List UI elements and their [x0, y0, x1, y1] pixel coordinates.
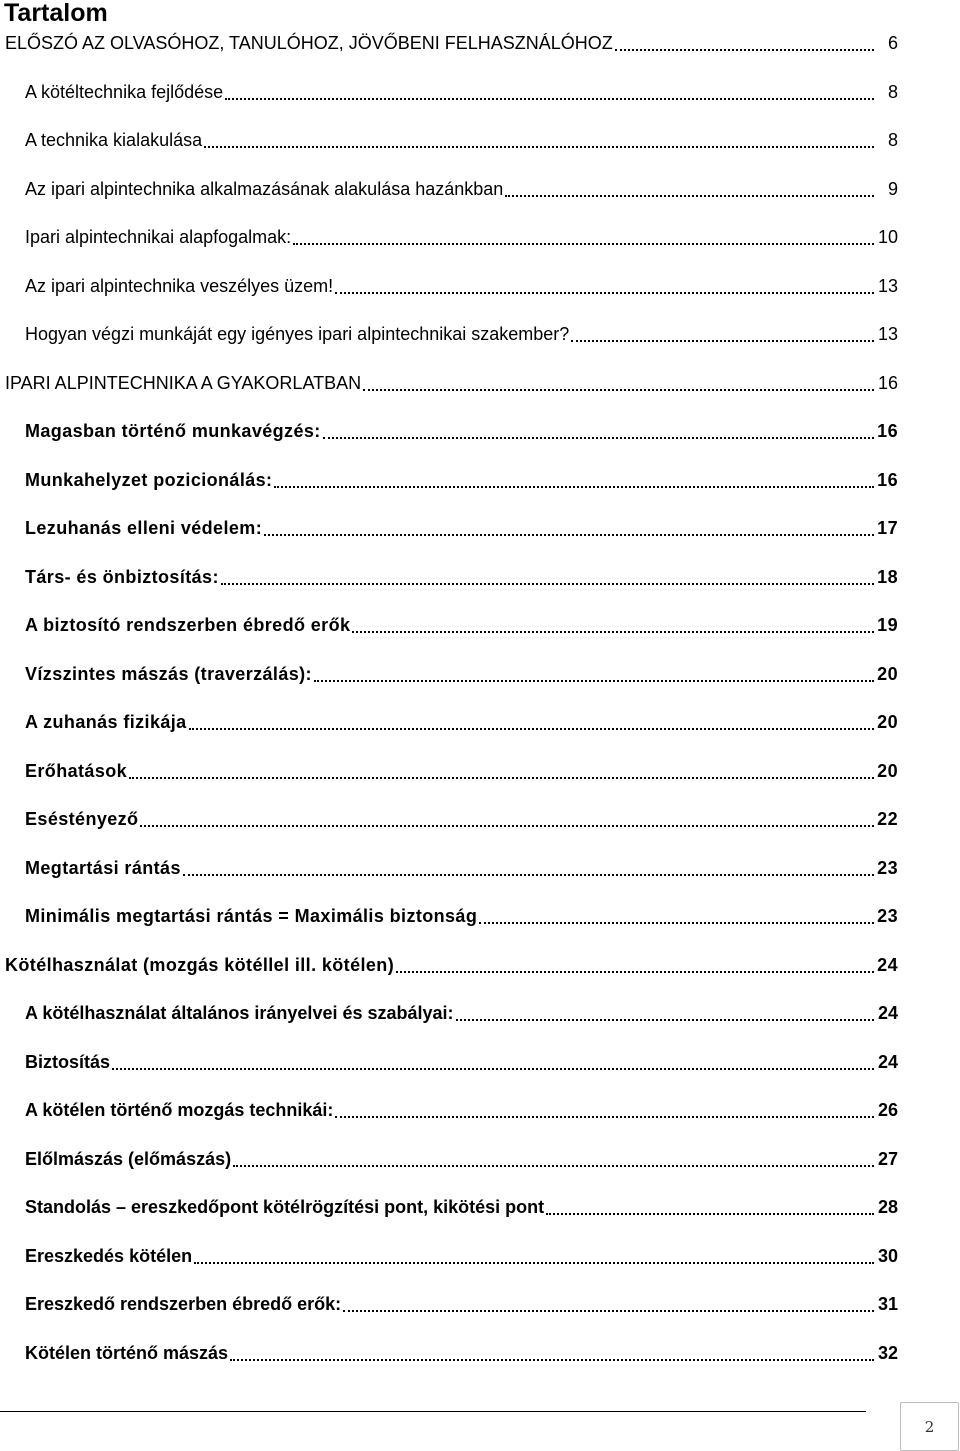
- toc-entry-label: Biztosítás: [25, 1052, 111, 1072]
- toc-dot-leader: [615, 49, 874, 51]
- toc-entry-page: 20: [877, 664, 898, 684]
- toc-entry[interactable]: [25, 418, 898, 444]
- toc-dot-leader: [140, 825, 874, 827]
- toc-entry-page: 24: [877, 1052, 898, 1072]
- toc-entry[interactable]: [25, 515, 898, 541]
- toc-dot-leader: [194, 1262, 874, 1264]
- toc-entry-label: Megtartási rántás: [25, 858, 181, 878]
- toc-entry-page: 13: [877, 324, 898, 344]
- toc-dot-leader: [183, 874, 874, 876]
- toc-entry-page: 22: [877, 809, 898, 829]
- toc-dot-leader: [129, 777, 874, 779]
- toc-entry-label: Munkahelyzet pozicionálás:: [25, 470, 273, 490]
- page-title: Tartalom: [4, 0, 108, 27]
- toc-entry-page: 26: [877, 1100, 898, 1120]
- toc-dot-leader: [396, 971, 874, 973]
- toc-dot-leader: [274, 486, 874, 488]
- toc-entry[interactable]: [25, 79, 898, 105]
- toc-dot-leader: [505, 195, 874, 197]
- toc-entry-label: A kötéltechnika fejlődése: [25, 82, 224, 102]
- toc-entry-page: 17: [877, 518, 898, 538]
- toc-entry[interactable]: [25, 612, 898, 638]
- toc-entry-label: ELŐSZÓ AZ OLVASÓHOZ, TANULÓHOZ, JÖVŐBENI FELHASZNÁLÓHOZ: [5, 33, 613, 53]
- toc-entry[interactable]: [25, 564, 898, 590]
- toc-entry[interactable]: [25, 1146, 898, 1172]
- toc-dot-leader: [323, 437, 874, 439]
- toc-entry[interactable]: [25, 1243, 898, 1269]
- toc-entry-label: Hogyan végzi munkáját egy igényes ipari alpintechnikai szakember?: [25, 324, 570, 344]
- toc-entry[interactable]: [25, 1097, 898, 1123]
- toc-entry-label: IPARI ALPINTECHNIKA A GYAKORLATBAN: [5, 373, 362, 393]
- toc-dot-leader: [363, 389, 874, 391]
- toc-entry-page: 8: [887, 130, 898, 150]
- toc-entry-page: 27: [877, 1149, 898, 1169]
- toc-entry-label: Minimális megtartási rántás = Maximális biztonság: [25, 906, 478, 926]
- toc-dot-leader: [335, 292, 874, 294]
- toc-dot-leader: [335, 1116, 874, 1118]
- toc-entry-label: Magasban történő munkavégzés:: [25, 421, 321, 441]
- toc-entry-page: 23: [877, 906, 898, 926]
- toc-entry[interactable]: [5, 30, 898, 56]
- toc-entry[interactable]: [25, 855, 898, 881]
- toc-entry[interactable]: [25, 1000, 898, 1026]
- toc-dot-leader: [233, 1165, 874, 1167]
- toc-entry-page: 10: [877, 227, 898, 247]
- toc-dot-leader: [546, 1213, 874, 1215]
- toc-entry-page: 19: [877, 615, 898, 635]
- page-number-box: [900, 1402, 959, 1451]
- toc-entry[interactable]: [25, 1340, 898, 1366]
- toc-entry[interactable]: [25, 1291, 898, 1317]
- toc-entry-page: 9: [887, 179, 898, 199]
- page-number: 2: [924, 1417, 935, 1436]
- toc-entry-label: Ereszkedő rendszerben ébredő erők:: [25, 1294, 342, 1314]
- toc-entry-label: Kötélhasználat (mozgás kötéllel ill. kötélen): [5, 955, 395, 975]
- toc-entry[interactable]: [25, 758, 898, 784]
- toc-entry-page: 13: [877, 276, 898, 296]
- toc-entry-page: 20: [877, 761, 898, 781]
- toc-entry-label: Ereszkedés kötélen: [25, 1246, 193, 1266]
- toc-dot-leader: [479, 922, 874, 924]
- toc-dot-leader: [221, 583, 874, 585]
- toc-dot-leader: [314, 680, 874, 682]
- toc-entry[interactable]: [25, 321, 898, 347]
- toc-entry-label: A technika kialakulása: [25, 130, 203, 150]
- toc-dot-leader: [293, 243, 874, 245]
- toc-entry[interactable]: [25, 709, 898, 735]
- toc-entry-page: 20: [877, 712, 898, 732]
- toc-dot-leader: [352, 631, 874, 633]
- toc-entry-label: A zuhanás fizikája: [25, 712, 187, 732]
- toc-entry-page: 28: [877, 1197, 898, 1217]
- toc-dot-leader: [264, 534, 874, 536]
- toc-entry-label: Erőhatások: [25, 761, 128, 781]
- toc-dot-leader: [571, 340, 874, 342]
- toc-entry-label: Az ipari alpintechnika alkalmazásának alakulása hazánkban: [25, 179, 504, 199]
- toc-entry-page: 16: [877, 373, 898, 393]
- toc-entry-page: 31: [877, 1294, 898, 1314]
- toc-entry-page: 24: [877, 1003, 898, 1023]
- toc-dot-leader: [189, 728, 874, 730]
- toc-entry-label: Társ- és önbiztosítás:: [25, 567, 219, 587]
- toc-entry-page: 8: [887, 82, 898, 102]
- toc-entry-label: Előlmászás (előmászás): [25, 1149, 232, 1169]
- toc-entry-page: 30: [877, 1246, 898, 1266]
- toc-entry-page: 32: [877, 1343, 898, 1363]
- toc-entry[interactable]: [5, 952, 898, 978]
- toc-entry-label: Kötélen történő mászás: [25, 1343, 229, 1363]
- toc-entry-label: Az ipari alpintechnika veszélyes üzem!: [25, 276, 334, 296]
- toc-entry[interactable]: [25, 806, 898, 832]
- toc-entry-label: Ipari alpintechnikai alapfogalmak:: [25, 227, 292, 247]
- toc-entry-page: 18: [877, 567, 898, 587]
- toc-entry-page: 16: [877, 470, 898, 490]
- toc-entry-label: Eséstényező: [25, 809, 139, 829]
- toc-entry-page: 23: [877, 858, 898, 878]
- toc-dot-leader: [343, 1310, 874, 1312]
- toc-dot-leader: [112, 1068, 874, 1070]
- toc-entry[interactable]: [25, 903, 898, 929]
- toc-entry-label: A kötélen történő mozgás technikái:: [25, 1100, 334, 1120]
- toc-entry[interactable]: [25, 273, 898, 299]
- toc-entry[interactable]: [5, 370, 898, 396]
- toc-dot-leader: [204, 146, 874, 148]
- toc-entry-label: A biztosító rendszerben ébredő erők: [25, 615, 351, 635]
- toc-entry[interactable]: [25, 661, 898, 687]
- toc-entry[interactable]: [25, 1194, 898, 1220]
- toc-entry-label: Vízszintes mászás (traverzálás):: [25, 664, 312, 684]
- toc-entry-page: 16: [877, 421, 898, 441]
- toc-entry[interactable]: [25, 1049, 898, 1075]
- toc-dot-leader: [456, 1019, 874, 1021]
- toc-entry[interactable]: [25, 224, 898, 250]
- toc-entry-label: A kötélhasználat általános irányelvei és szabályai:: [25, 1003, 454, 1023]
- toc-dot-leader: [230, 1359, 874, 1361]
- toc-entry[interactable]: [25, 467, 898, 493]
- toc-entry[interactable]: [25, 127, 898, 153]
- toc-entry-label: Standolás – ereszkedőpont kötélrögzítési pont, kikötési pont: [25, 1197, 545, 1217]
- footer-divider: [0, 1411, 866, 1412]
- toc-entry-page: 24: [877, 955, 898, 975]
- toc-dot-leader: [225, 98, 874, 100]
- toc-entry[interactable]: [25, 176, 898, 202]
- toc-entry-label: Lezuhanás elleni védelem:: [25, 518, 263, 538]
- toc-entry-page: 6: [887, 33, 898, 53]
